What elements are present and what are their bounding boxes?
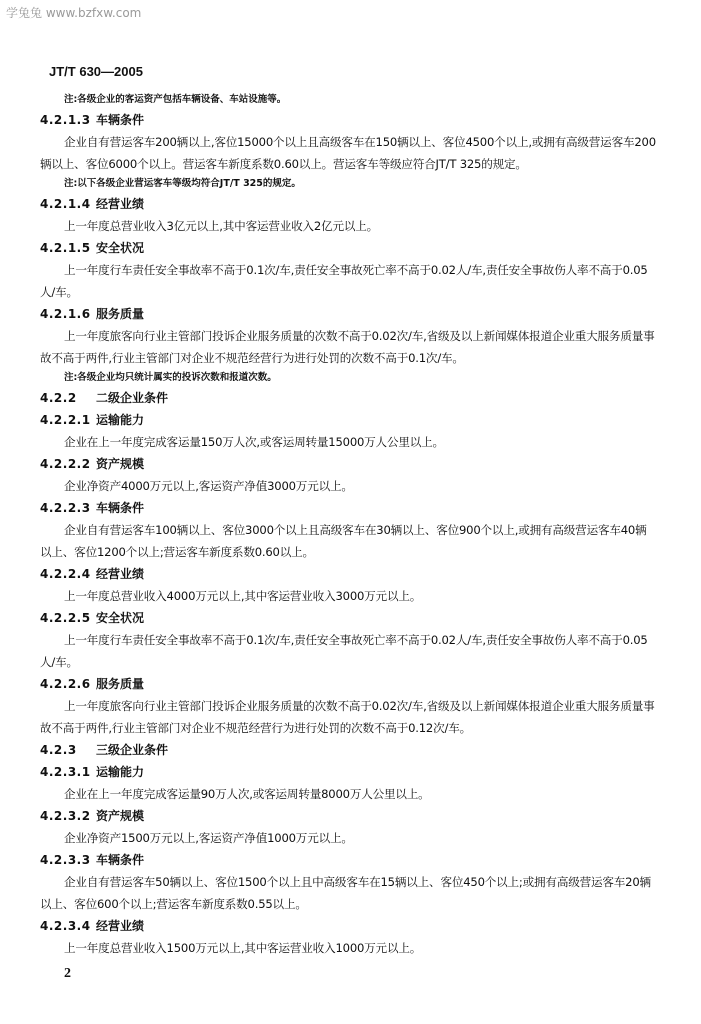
section-number: 4.2.3 (40, 743, 77, 757)
section-heading (40, 303, 657, 325)
paragraph: 上一年度旅客向行业主管部门投诉企业服务质量的次数不高于0.02次/车,省级及以上新闻媒体报道企业重大服务质量事故不高于两件,行业主管部门对企业不规范经营行为进行处罚的次数不高于0.1次/车。 (40, 329, 655, 365)
section-title: 服务质量 (96, 307, 145, 321)
section-heading (40, 915, 657, 937)
paragraph: 上一年度总营业收入3亿元以上,其中客运营业收入2亿元以上。 (64, 219, 379, 233)
section-title: 经营业绩 (96, 197, 145, 211)
note: 注:以下各级企业营运客车等级均符合JT/T 325的规定。 (64, 178, 301, 189)
section-number: 4.2.2.4 (40, 567, 91, 581)
document-body (40, 91, 657, 959)
section-title: 资产规模 (96, 457, 145, 471)
paragraph: 企业净资产1500万元以上,客运资产净值1000万元以上。 (64, 831, 353, 845)
section-number: 4.2.2.1 (40, 413, 91, 427)
section-heading (40, 607, 657, 629)
section-heading (40, 805, 657, 827)
paragraph: 企业自有营运客车200辆以上,客位15000个以上且高级客车在150辆以上、客位4500个以上,或拥有高级营运客车200辆以上、客位6000个以上。营运客车新度系数0.60以上。营运客车等级应符合JT/T 325的规定。 (40, 135, 656, 171)
section-number: 4.2.2.3 (40, 501, 91, 515)
section-title: 车辆条件 (96, 501, 145, 515)
section-title: 安全状况 (96, 241, 145, 255)
section-heading (40, 387, 657, 409)
section-heading (40, 761, 657, 783)
paragraph: 企业在上一年度完成客运量90万人次,或客运周转量8000万人公里以上。 (64, 787, 430, 801)
section-title: 二级企业条件 (96, 391, 169, 405)
page-number: 2 (64, 966, 71, 981)
paragraph: 企业净资产4000万元以上,客运资产净值3000万元以上。 (64, 479, 353, 493)
paragraph: 上一年度行车责任安全事故率不高于0.1次/车,责任安全事故死亡率不高于0.02人/车,责任安全事故伤人率不高于0.05人/车。 (40, 263, 648, 299)
section-number: 4.2.3.1 (40, 765, 91, 779)
section-title: 经营业绩 (96, 567, 145, 581)
section-number: 4.2.3.3 (40, 853, 91, 867)
document-code: JT/T 630—2005 (49, 64, 143, 79)
watermark: 学兔兔 www.bzfxw.com (6, 6, 142, 20)
section-number: 4.2.2 (40, 391, 77, 405)
section-heading (40, 193, 657, 215)
paragraph: 上一年度行车责任安全事故率不高于0.1次/车,责任安全事故死亡率不高于0.02人/车,责任安全事故伤人率不高于0.05人/车。 (40, 633, 648, 669)
section-number: 4.2.3.4 (40, 919, 91, 933)
section-number: 4.2.1.6 (40, 307, 91, 321)
paragraph: 企业自有营运客车100辆以上、客位3000个以上且高级客车在30辆以上、客位900个以上,或拥有高级营运客车40辆以上、客位1200个以上;营运客车新度系数0.60以上。 (40, 523, 647, 559)
note: 注:各级企业均只统计属实的投诉次数和报道次数。 (64, 372, 277, 383)
section-title: 经营业绩 (96, 919, 145, 933)
paragraph: 企业自有营运客车50辆以上、客位1500个以上且中高级客车在15辆以上、客位450个以上;或拥有高级营运客车20辆以上、客位600个以上;营运客车新度系数0.55以上。 (40, 875, 651, 911)
section-title: 服务质量 (96, 677, 145, 691)
section-title: 运输能力 (96, 765, 145, 779)
section-title: 安全状况 (96, 611, 145, 625)
section-heading (40, 497, 657, 519)
section-number: 4.2.3.2 (40, 809, 91, 823)
paragraph: 上一年度总营业收入1500万元以上,其中客运营业收入1000万元以上。 (64, 941, 422, 955)
section-title: 车辆条件 (96, 853, 145, 867)
section-heading (40, 673, 657, 695)
section-heading (40, 739, 657, 761)
section-number: 4.2.2.5 (40, 611, 91, 625)
note: 注:各级企业的客运资产包括车辆设备、车站设施等。 (64, 94, 287, 105)
section-number: 4.2.2.6 (40, 677, 91, 691)
paragraph: 上一年度总营业收入4000万元以上,其中客运营业收入3000万元以上。 (64, 589, 422, 603)
section-number: 4.2.2.2 (40, 457, 91, 471)
section-number: 4.2.1.4 (40, 197, 91, 211)
section-heading (40, 409, 657, 431)
paragraph: 上一年度旅客向行业主管部门投诉企业服务质量的次数不高于0.02次/车,省级及以上新闻媒体报道企业重大服务质量事故不高于两件,行业主管部门对企业不规范经营行为进行处罚的次数不高于0.12次/车。 (40, 699, 655, 735)
section-number: 4.2.1.5 (40, 241, 91, 255)
section-heading (40, 109, 657, 131)
section-heading (40, 237, 657, 259)
section-heading (40, 563, 657, 585)
section-heading (40, 453, 657, 475)
paragraph: 企业在上一年度完成客运量150万人次,或客运周转量15000万人公里以上。 (64, 435, 444, 449)
section-number: 4.2.1.3 (40, 113, 91, 127)
section-title: 运输能力 (96, 413, 145, 427)
section-heading (40, 849, 657, 871)
section-title: 车辆条件 (96, 113, 145, 127)
section-title: 资产规模 (96, 809, 145, 823)
section-title: 三级企业条件 (96, 743, 169, 757)
